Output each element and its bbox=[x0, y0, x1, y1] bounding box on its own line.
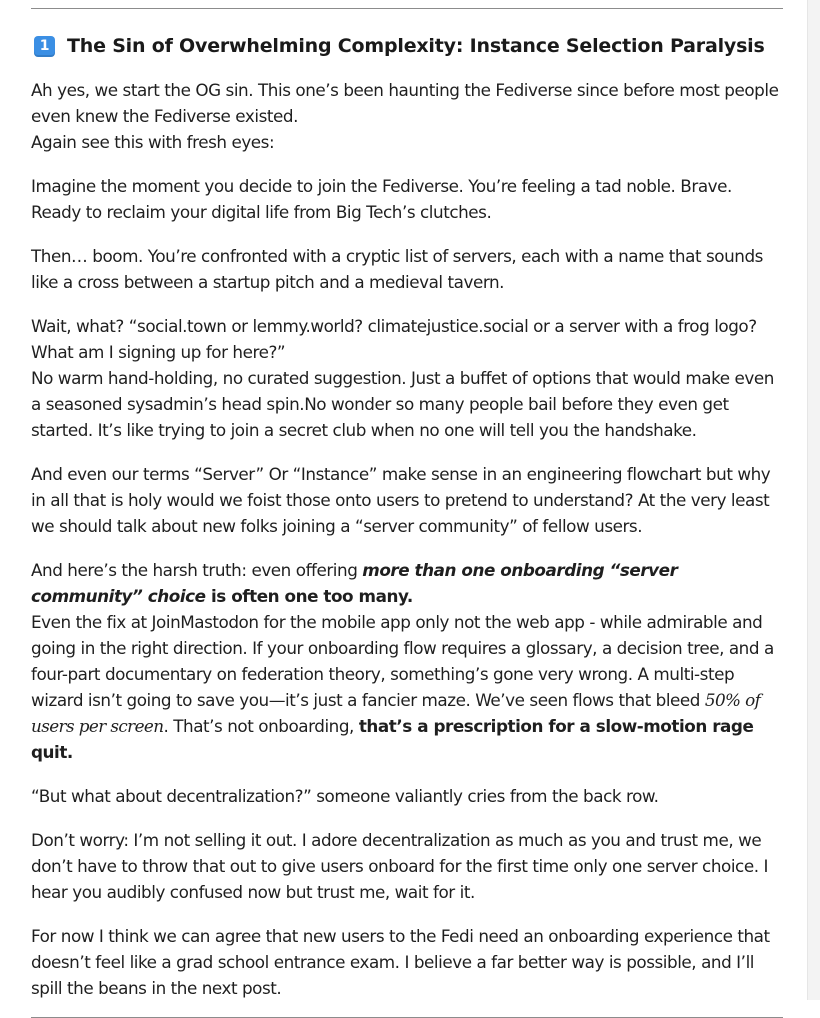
paragraph-wait-what-line2: No warm hand-holding, no curated suggestion. Just a buffet of options that would make even a seasoned sysadmin’s head spin.No wonder so many people bail before they even get started. It’s like trying to join a secret club when no one will tell you the handshake. bbox=[31, 368, 774, 440]
paragraph-boom: Then… boom. You’re confronted with a cryptic list of servers, each with a name that sounds like a cross between a startup pitch and a medieval tavern. bbox=[31, 246, 763, 292]
paragraph-intro bbox=[31, 77, 783, 155]
harsh-truth-intro: And here’s the harsh truth: even offering bbox=[31, 560, 363, 580]
paragraph-harsh-truth bbox=[31, 557, 783, 765]
scrollbar-track[interactable] bbox=[807, 0, 820, 1000]
paragraph-terms: And even our terms “Server” Or “Instance” make sense in an engineering flowchart but why in all that is holy would we foist those onto users to pretend to understand? At the very least we should talk about new folks joining a “server community” of fellow users. bbox=[31, 464, 771, 536]
paragraph-dont-worry: Don’t worry: I’m not selling it out. I adore decentralization as much as you and trust me, we don’t have to throw that out to give users onboard for the first time only one server choice. I hear you audibly confused now but trust me, wait for it. bbox=[31, 830, 768, 902]
paragraph-imagine: Imagine the moment you decide to join the Fediverse. You’re feeling a tad noble. Brave. Ready to reclaim your digital life from Big Tech’s clutches. bbox=[31, 176, 732, 222]
article-section bbox=[31, 0, 783, 1018]
paragraph-decentralization-question: “But what about decentralization?” someone valiantly cries from the back row. bbox=[31, 786, 659, 806]
harsh-truth-emphasis: more than one onboarding “server community” choice bbox=[31, 560, 678, 606]
paragraph-intro-line2: Again see this with fresh eyes: bbox=[31, 132, 275, 152]
harsh-truth-bold: is often one too many. bbox=[205, 586, 413, 606]
top-divider bbox=[31, 8, 783, 9]
paragraph-for-now: For now I think we can agree that new users to the Fedi need an onboarding experience that doesn’t feel like a grad school entrance exam. I believe a far better way is possible, and I’ll spill the beans in the next post. bbox=[31, 926, 770, 998]
section-heading bbox=[31, 35, 783, 57]
not-onboarding-text: . That’s not onboarding, bbox=[163, 716, 359, 736]
paragraph-wait-what-line1: Wait, what? “social.town or lemmy.world? climatejustice.social or a server with a frog logo? What am I signing up for here?” bbox=[31, 316, 757, 362]
rage-quit-bold: that’s a prescription for a slow-motion rage quit. bbox=[31, 716, 754, 762]
paragraph-wait-what bbox=[31, 313, 783, 443]
article-body bbox=[31, 77, 783, 1001]
bleed-stat-italic: 50% of users per screen bbox=[31, 690, 761, 736]
paragraph-intro-line1: Ah yes, we start the OG sin. This one’s been haunting the Fediverse since before most people even knew the Fediverse existed. bbox=[31, 80, 779, 126]
joinmastodon-text: Even the fix at JoinMastodon for the mobile app only not the web app - while admirable and going in the right direction. If your onboarding flow requires a glossary, a decision tree, and a four-part documentary on federation theory, something’s gone very wrong. A multi-step wizard isn’t going to save you—it’s just a fancier maze. We’ve seen flows that bleed bbox=[31, 612, 774, 710]
section-title: The Sin of Overwhelming Complexity: Instance Selection Paralysis bbox=[67, 35, 765, 57]
keycap-one-icon: 1 bbox=[34, 36, 55, 57]
